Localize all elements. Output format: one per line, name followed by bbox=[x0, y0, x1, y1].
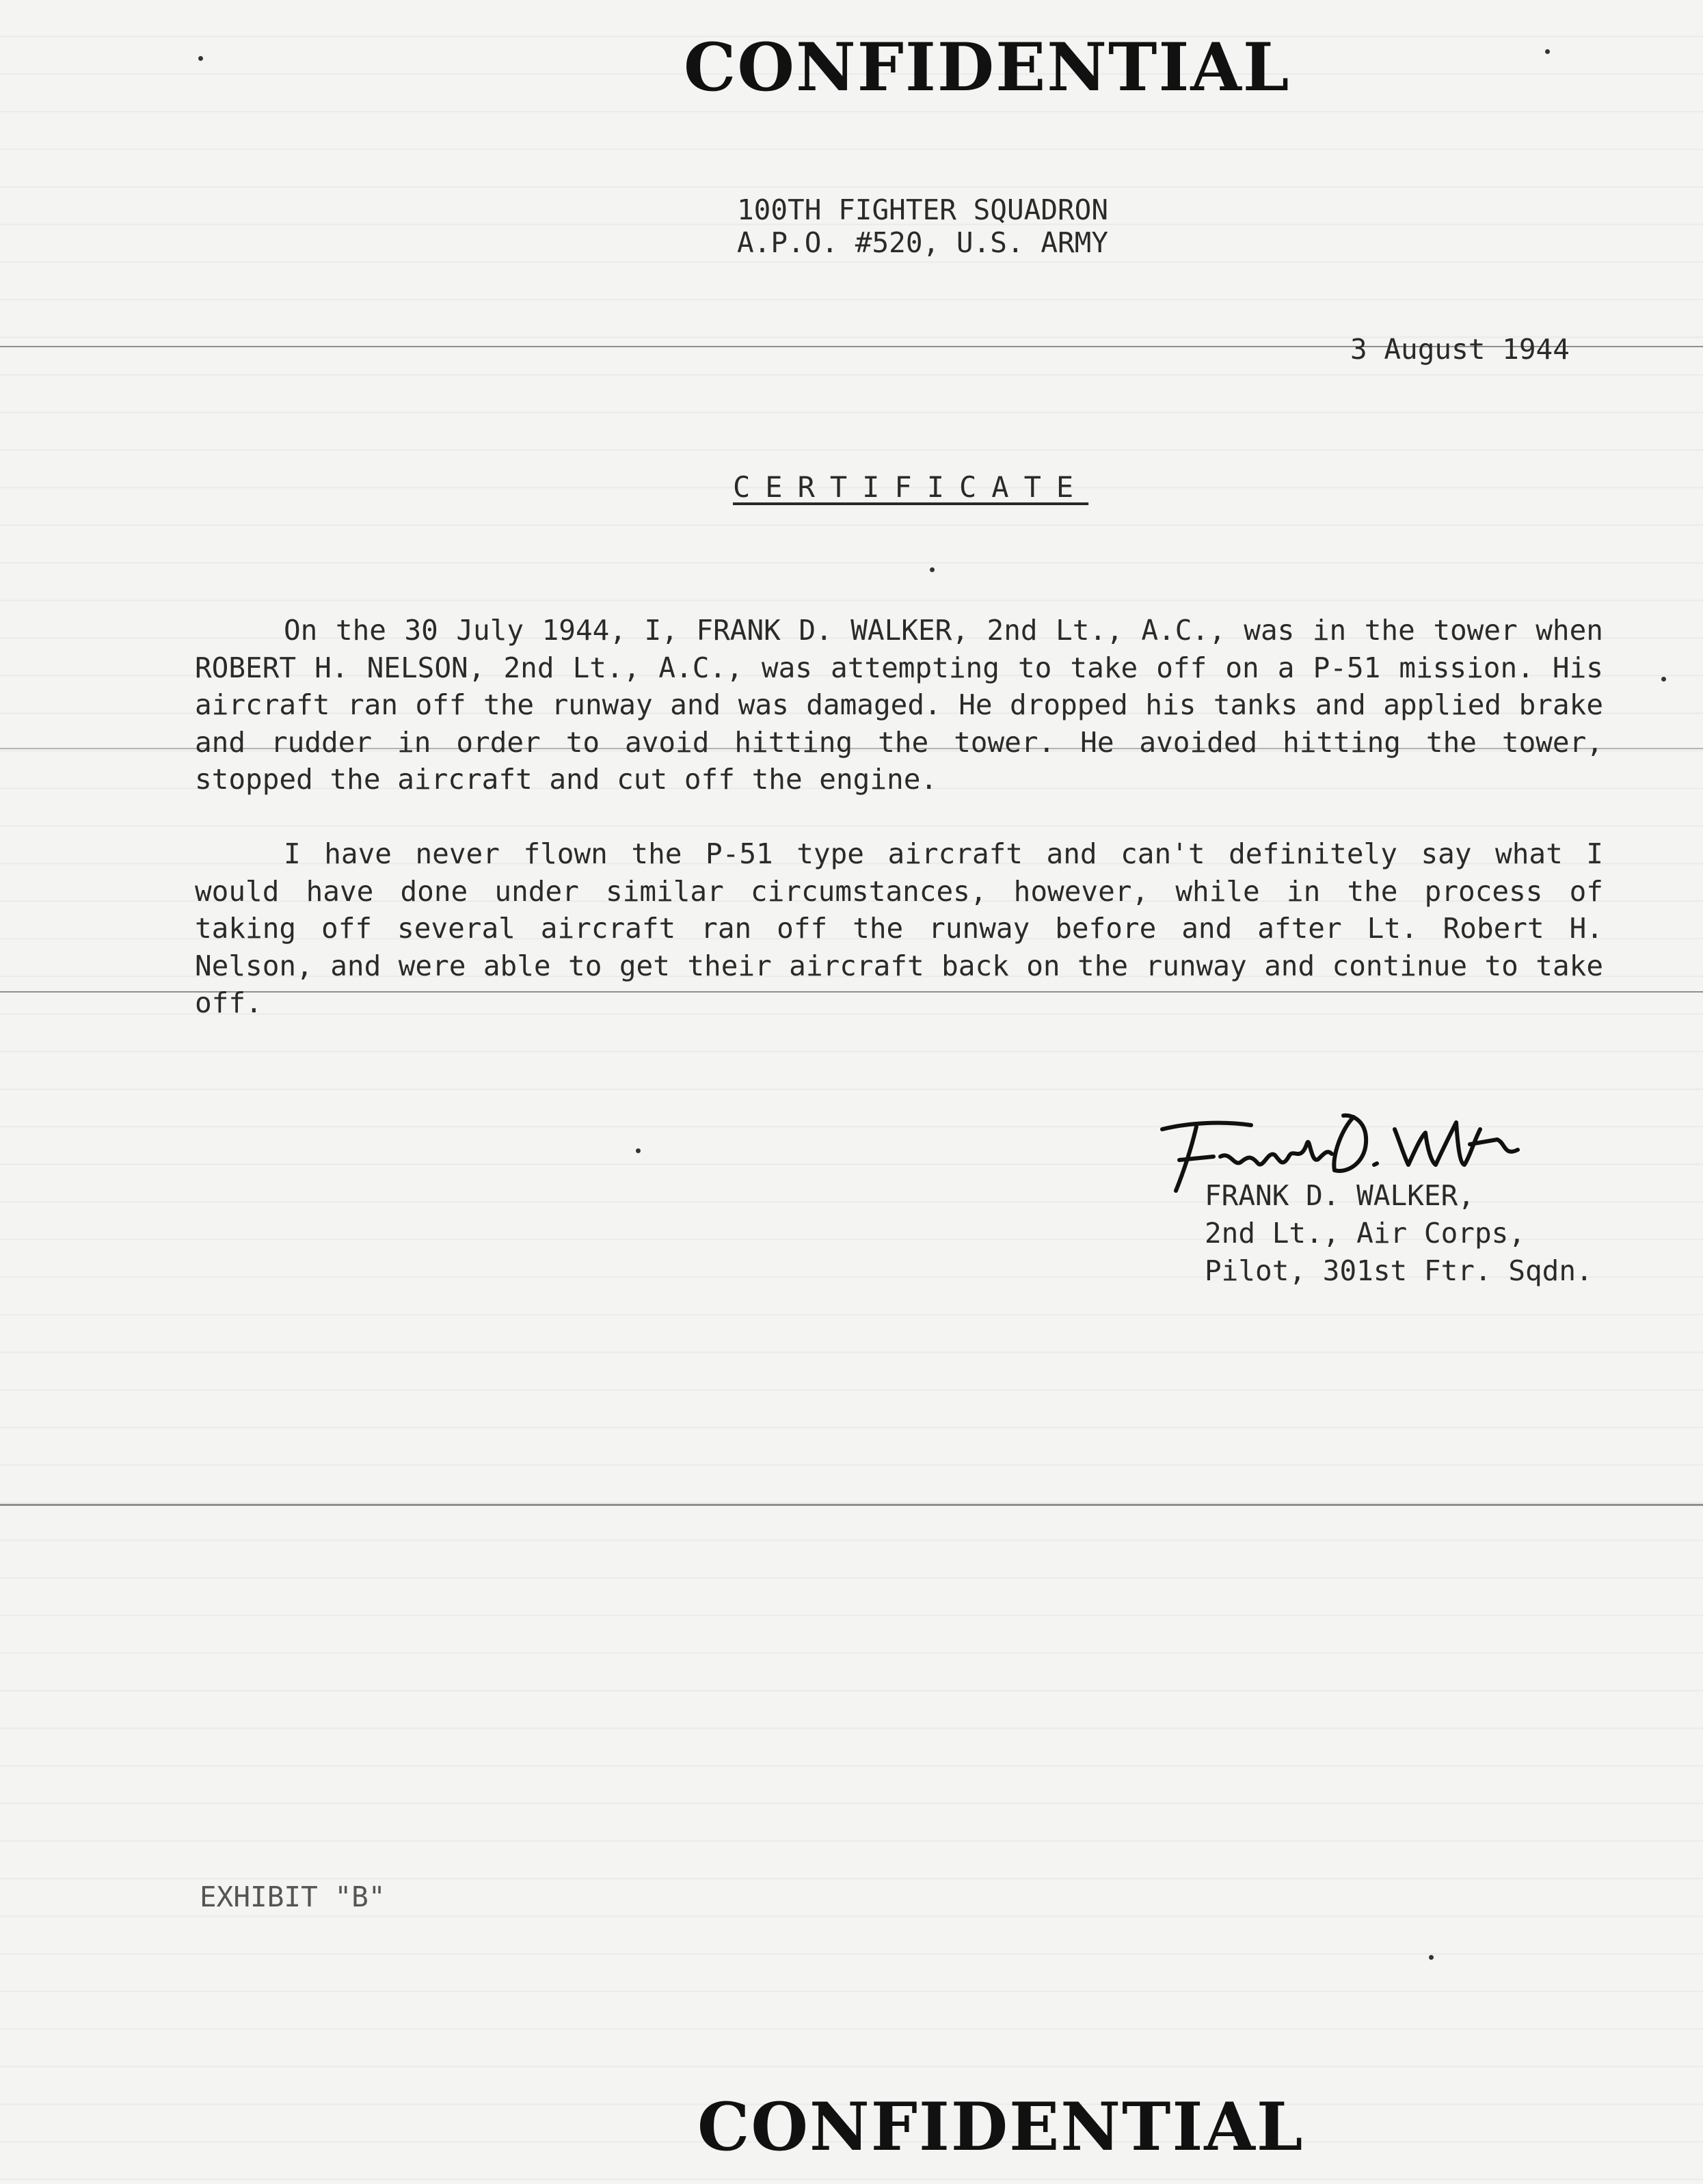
exhibit-label: EXHIBIT "B" bbox=[200, 1880, 386, 1913]
body-paragraph-2: I have never flown the P-51 type aircraft and can't definitely say what I would have done under similar circumstances, however, while in the process of taking off several aircraft ran off the runway before and after Lt. Robert H. Nelson, and were able to get their aircraft back on the runway and continue to take off. bbox=[195, 837, 1603, 1019]
signatory-title: Pilot, 301st Ftr. Sqdn. bbox=[1205, 1254, 1593, 1287]
signatory-rank: 2nd Lt., Air Corps, bbox=[1205, 1217, 1525, 1250]
document-title: CERTIFICATE bbox=[733, 470, 1089, 504]
paper-speck bbox=[198, 56, 203, 61]
paper-speck bbox=[636, 1148, 641, 1153]
paper-speck bbox=[1545, 49, 1550, 54]
confidential-stamp-bottom: CONFIDENTIAL bbox=[697, 2088, 1304, 2166]
body-paragraph-1: On the 30 July 1944, I, FRANK D. WALKER, 2nd Lt., A.C., was in the tower when ROBERT H. NELSON, 2nd Lt., A.C., was attempting to take off on a P-51 mission. His aircraft ran off the runway and was damaged. He dropped his tanks and applied brake and rudder in order to avoid hitting the tower. He avoided hitting the tower, stopped the aircraft and cut off the engine. bbox=[195, 614, 1603, 796]
ruled-line bbox=[0, 1504, 1703, 1506]
paper-speck bbox=[1429, 1955, 1434, 1960]
squadron-address: A.P.O. #520, U.S. ARMY bbox=[737, 226, 1109, 259]
paper-speck bbox=[1661, 677, 1666, 682]
signatory-name: FRANK D. WALKER, bbox=[1205, 1179, 1475, 1212]
squadron-name: 100TH FIGHTER SQUADRON bbox=[737, 193, 1109, 226]
document-date: 3 August 1944 bbox=[1350, 333, 1570, 366]
confidential-stamp-top: CONFIDENTIAL bbox=[684, 29, 1291, 106]
paper-speck bbox=[930, 567, 935, 572]
